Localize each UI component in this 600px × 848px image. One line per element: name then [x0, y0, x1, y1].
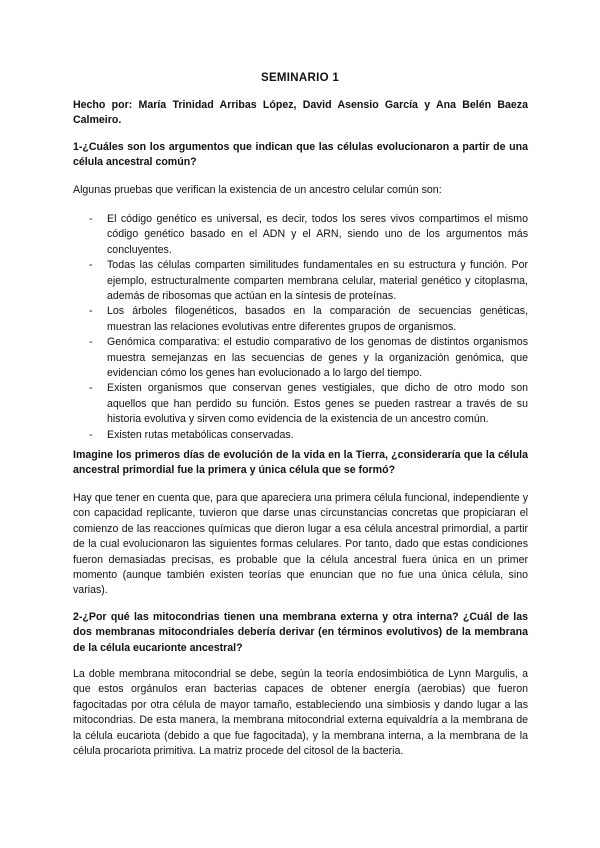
list-item: - El código genético es universal, es decir, todos los seres vivos compartimos el mismo código genético basado en el ADN y el ARN, siendo uno de los argumentos más concluyentes.: [73, 212, 528, 258]
answer-1-intro: Algunas pruebas que verifican la existencia de un ancestro celular común son:: [73, 184, 442, 196]
list-item: - Todas las células comparten similitudes fundamentales en su estructura y función. Por ejemplo, estructuralmente comparten membrana celular, material genético y citoplasma, además de ribosomas que actúan en la síntesis de proteínas.: [73, 258, 528, 304]
document-title: SEMINARIO 1: [260, 72, 340, 84]
list-item: - Genómica comparativa: el estudio comparativo de los genomas de distintos organismos muestra semejanzas en las secuencias de genes y la organización genómica, que evidencian cómo los genes han evolucionado a lo largo del tiempo.: [73, 335, 528, 381]
list-item: - Existen rutas metabólicas conservadas.: [73, 428, 528, 443]
list-item: - Los árboles filogenéticos, basados en la comparación de secuencias genéticas, muestran las relaciones evolutivas entre diferentes grupos de organismos.: [73, 304, 528, 335]
evidence-list: [73, 212, 528, 443]
question-1: 1-¿Cuáles son los argumentos que indican que las células evolucionaron a partir de una célula ancestral común?: [73, 141, 528, 169]
answer-2: La doble membrana mitocondrial se debe, según la teoría endosimbiótica de Lynn Margulis, a que estos orgánulos eran bacterias capaces de obtener energía (aerobias) que fueron fagocitadas por otra célula de mayor tamaño, estableciendo una simbiosis y dando lugar a las mitocondrias. De esta manera, la membrana mitocondrial externa equivaldría a la membrana de la célula eucariota (debido a que fue fagocitada), y la membrana interna, a la membrana de la célula procariota primitiva. La matriz procede del citosol de la bacteria.: [73, 668, 528, 758]
question-1b: Imagine los primeros días de evolución de la vida en la Tierra, ¿consideraría que la célula ancestral primordial fue la primera y única célula que se formó?: [73, 449, 528, 477]
answer-1b: Hay que tener en cuenta que, para que apareciera una primera célula funcional, independiente y con capacidad replicante, tuvieron que darse unas circunstancias concretas que propiciaran el comienzo de las reacciones químicas que dieron lugar a esa célula ancestral primordial, a partir de la cual evolucionaron las siguientes formas celulares. Por tanto, dado que estas condiciones fueron demasiadas precisas, es probable que la célula ancestral fuera única en un primer momento (aunque también existen teorías que enuncian que no fue una única célula, sino varias).: [73, 492, 528, 597]
list-item: - Existen organismos que conservan genes vestigiales, que dicho de otro modo son aquellos que han perdido su función. Estos genes se pueden rastrear a través de su historia evolutiva y sirven como evidencia de la existencia de un ancestro común.: [73, 381, 528, 427]
question-2: 2-¿Por qué las mitocondrias tienen una membrana externa y otra interna? ¿Cuál de las dos membranas mitocondriales debería derivar (en términos evolutivos) de la membrana de la célula eucarionte ancestral?: [73, 611, 528, 654]
authors-line: Hecho por: María Trinidad Arribas López, David Asensio García y Ana Belén Baeza Calmeiro.: [73, 99, 528, 127]
